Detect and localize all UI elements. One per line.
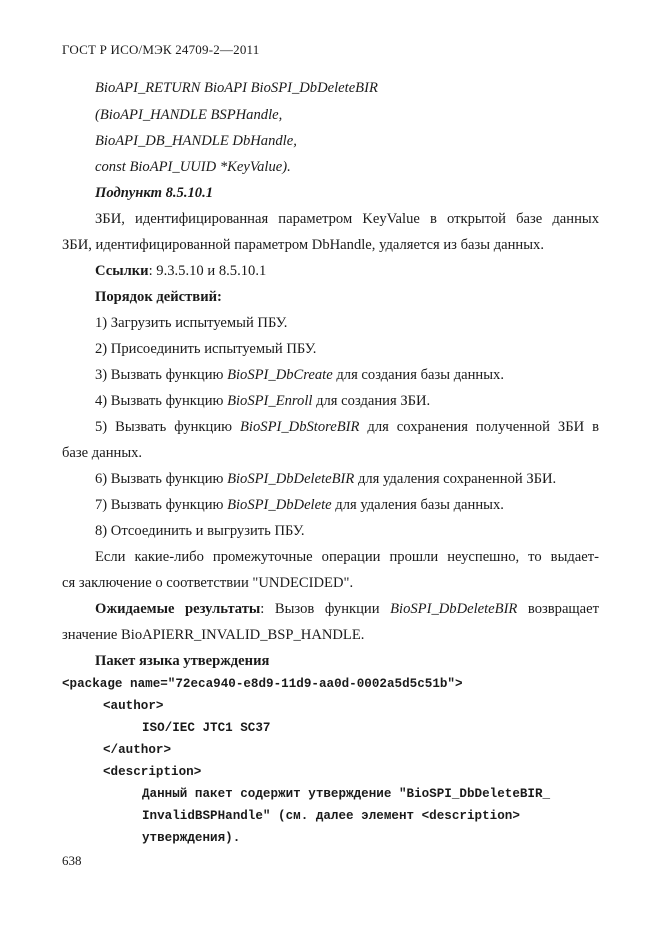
code-line-2: <author> [103,699,164,713]
procedure-title: Порядок действий: [95,289,222,305]
code-line-8: утверждения). [142,831,241,845]
procedure-step-1: 1) Загрузить испытуемый ПБУ. [95,315,288,331]
expected-results-function: BioSPI_DbDeleteBIR [390,601,518,617]
step-7-suffix: для удаления базы данных. [331,497,504,513]
step-7-function: BioSPI_DbDelete [227,497,332,513]
failure-note-line-1: Если какие-либо промежуточные операции прошли неуспешно, то выдает- [95,549,599,565]
code-line-6: Данный пакет содержит утверждение "BioSPI_DbDeleteBIR_ [142,787,551,801]
prototype-line-2: (BioAPI_HANDLE BSPHandle, [95,107,283,123]
expected-results [95,600,599,618]
step-7-prefix: 7) Вызвать функцию [95,497,228,513]
step-5-function: BioSPI_DbStoreBIR [240,419,360,435]
failure-note-line-2: ся заключение о соответствии "UNDECIDED". [62,575,354,591]
step-5-prefix: 5) Вызвать функцию [95,419,241,435]
step-4-suffix: для создания ЗБИ. [312,393,431,409]
references [95,262,266,280]
step-6-suffix: для удаления сохраненной ЗБИ. [354,471,557,487]
code-line-1: <package name="72eca940-e8d9-11d9-aa0d-0002a5d5c51b"> [62,677,463,691]
procedure-step-5-continuation: базе данных. [62,445,143,461]
prototype-line-3: BioAPI_DB_HANDLE DbHandle, [95,133,297,149]
code-line-3: ISO/IEC JTC1 SC37 [142,721,271,735]
step-4-prefix: 4) Вызвать функцию [95,393,228,409]
expected-results-prefix: : Вызов функции [260,601,391,617]
page-header: ГОСТ Р ИСО/МЭК 24709-2—2011 [62,42,260,57]
procedure-step-7 [95,496,504,514]
step-3-prefix: 3) Вызвать функцию [95,367,228,383]
step-6-prefix: 6) Вызвать функцию [95,471,228,487]
step-5-suffix: для сохранения полученной ЗБИ в [359,419,599,435]
references-value: : 9.3.5.10 и 8.5.10.1 [148,263,267,279]
references-label: Ссылки [95,263,149,279]
code-line-7: InvalidBSPHandle" (см. далее элемент <description> [142,809,520,823]
expected-results-line-2: значение BioAPIERR_INVALID_BSP_HANDLE. [62,627,365,643]
step-4-function: BioSPI_Enroll [227,393,313,409]
expected-results-label: Ожидаемые результаты [95,601,261,617]
procedure-step-2: 2) Присоединить испытуемый ПБУ. [95,341,317,357]
procedure-step-6 [95,470,556,488]
step-3-function: BioSPI_DbCreate [227,367,333,383]
procedure-step-5 [95,418,599,436]
expected-results-suffix: возвращает [517,601,599,617]
description-line-2: ЗБИ, идентифицированной параметром DbHandle, удаляется из базы данных. [62,237,544,253]
step-3-suffix: для создания базы данных. [332,367,504,383]
procedure-step-4 [95,392,430,410]
procedure-step-8: 8) Отсоединить и выгрузить ПБУ. [95,523,305,539]
code-line-5: <description> [103,765,202,779]
assertion-package-title: Пакет языка утверждения [95,653,270,669]
description-line-1: ЗБИ, идентифицированная параметром KeyValue в открытой базе данных [95,211,599,227]
code-line-4: </author> [103,743,172,757]
step-6-function: BioSPI_DbDeleteBIR [227,471,355,487]
procedure-step-3 [95,366,504,384]
subclause-title: Подпункт 8.5.10.1 [95,185,214,201]
prototype-line-1: BioAPI_RETURN BioAPI BioSPI_DbDeleteBIR [95,80,378,96]
prototype-line-4: const BioAPI_UUID *KeyValue). [95,159,291,175]
page-number: 638 [62,853,82,868]
